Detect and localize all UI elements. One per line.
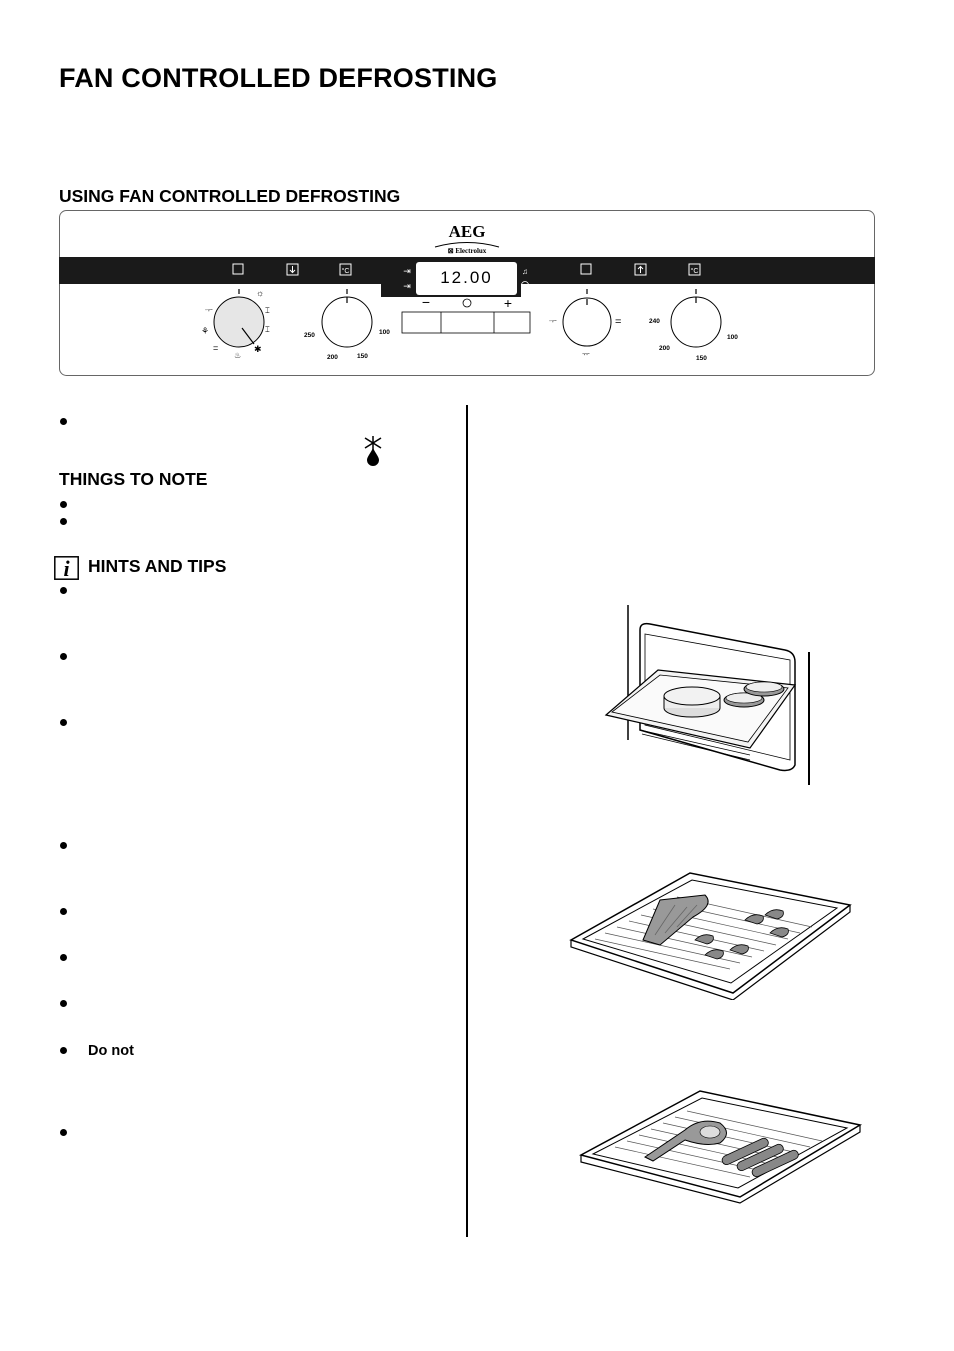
bullet bbox=[60, 501, 67, 508]
oven-shelf-illustration bbox=[600, 600, 820, 790]
svg-text:°C: °C bbox=[690, 268, 699, 275]
bullet bbox=[60, 1047, 67, 1054]
oven-control-panel bbox=[59, 210, 875, 376]
svg-text:=: = bbox=[213, 343, 219, 353]
svg-text:°C: °C bbox=[341, 268, 350, 275]
svg-text:240: 240 bbox=[649, 318, 660, 325]
meat-tray-illustration bbox=[575, 1085, 865, 1205]
svg-text:150: 150 bbox=[696, 355, 707, 362]
svg-text:ᅮ: ᅮ bbox=[549, 317, 557, 326]
svg-text:250: 250 bbox=[304, 332, 315, 339]
clock-time: 12.00 bbox=[440, 268, 493, 287]
svg-text:=: = bbox=[615, 316, 622, 328]
section-heading: USING FAN CONTROLLED DEFROSTING bbox=[59, 186, 401, 206]
do-not-text: Do not bbox=[88, 1043, 134, 1059]
svg-text:−: − bbox=[421, 294, 431, 310]
svg-text:i: i bbox=[63, 556, 70, 580]
svg-text:ᅮ: ᅮ bbox=[205, 306, 213, 315]
svg-text:✱: ✱ bbox=[254, 344, 262, 354]
svg-text:♫: ♫ bbox=[522, 267, 528, 276]
temperature-knob-right[interactable] bbox=[671, 297, 721, 347]
bullet bbox=[60, 587, 67, 594]
sub-brand-logo: ⊠ Electrolux bbox=[447, 247, 487, 255]
svg-text:100: 100 bbox=[379, 329, 390, 336]
things-to-note-heading: THINGS TO NOTE bbox=[59, 469, 208, 489]
svg-text:100: 100 bbox=[727, 334, 738, 341]
bullet bbox=[60, 1129, 67, 1136]
info-icon bbox=[54, 556, 79, 580]
bullet bbox=[60, 954, 67, 961]
bullet bbox=[60, 719, 67, 726]
svg-text:⚘: ⚘ bbox=[201, 326, 210, 336]
column-divider bbox=[466, 405, 468, 1237]
bullet bbox=[60, 908, 67, 915]
svg-text:⇥: ⇥ bbox=[403, 281, 411, 291]
svg-text:⇥: ⇥ bbox=[403, 266, 411, 276]
hints-and-tips-heading: HINTS AND TIPS bbox=[88, 556, 227, 576]
svg-text:150: 150 bbox=[357, 353, 368, 360]
svg-text:ᅲ: ᅲ bbox=[582, 350, 590, 359]
svg-text:⌶: ⌶ bbox=[265, 306, 270, 315]
fish-tray-illustration bbox=[565, 865, 860, 1000]
bullet bbox=[60, 842, 67, 849]
bullet bbox=[60, 653, 67, 660]
defrost-symbol-icon bbox=[360, 434, 386, 466]
svg-text:200: 200 bbox=[659, 345, 670, 352]
page-title: FAN CONTROLLED DEFROSTING bbox=[59, 63, 498, 93]
bullet bbox=[60, 418, 67, 425]
brand-logo: AEG bbox=[448, 222, 486, 241]
svg-text:+: + bbox=[503, 295, 513, 311]
bullet bbox=[60, 518, 67, 525]
bullet bbox=[60, 1000, 67, 1007]
function-knob-right[interactable] bbox=[563, 298, 611, 346]
temperature-knob-left[interactable] bbox=[322, 297, 372, 347]
svg-text:⌶: ⌶ bbox=[265, 325, 270, 334]
svg-text:☼: ☼ bbox=[256, 288, 265, 298]
function-knob[interactable] bbox=[214, 297, 264, 347]
svg-text:♨: ♨ bbox=[234, 351, 242, 360]
svg-text:200: 200 bbox=[327, 354, 338, 361]
